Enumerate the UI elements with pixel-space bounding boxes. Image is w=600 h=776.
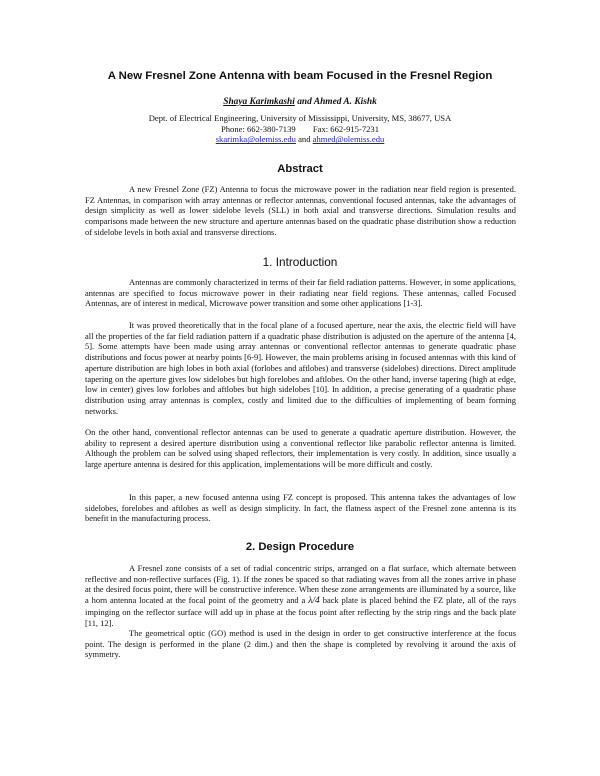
- design-paragraph-1: [85, 563, 516, 628]
- intro-paragraph-3: On the other hand, conventional reflector antennas can be used to generate a quadratic aperture distribution. However, the ability to represent a desired aperture distribution using a conventional reflector like parabolic reflector antenna is limited. Although the problem can be solved using shaped reflectors, their implementation is very costly. In addition, since usually a large aperture antenna is desired for this application, implementations will be more difficult and costly.: [85, 427, 516, 470]
- abstract-heading: Abstract: [277, 163, 323, 175]
- email-separator: and: [295, 134, 313, 145]
- affiliation-phone-fax: Phone: 662-380-7139 Fax: 662-915-7231: [220, 123, 380, 134]
- affiliation-emails: [40, 134, 560, 145]
- introduction-heading: 1. Introduction: [262, 255, 338, 269]
- intro-paragraph-4: In this paper, a new focused antenna using FZ concept is proposed. This antenna takes the advantages of low sidelobes, forelobes and aftlobes as well as design simplicity. In fact, the flatness aspect of the Fresnel zone antenna is its benefit in the manufacturing process.: [85, 492, 516, 524]
- intro-paragraph-2: It was proved theoretically that in the focal plane of a focused aperture, near the axis, the electric field will have all the properties of the far field radiation pattern if a quadratic phase distribution is adjusted on the aperture of the antenna [4, 5]. Some attempts have been made using array antennas or conventional reflector antennas to generate quadratic phase distributions and focus power at nearby points [6-9]. However, the main problems arising in focused antennas with this kind of aperture distribution are high lobes in both axial (forlobes and aftlobes) and transverse (sidelobes) directions. Direct amplitude tapering on the aperture gives low sidelobes but high forelobes and aftlobes. On the other hand, inverse tapering (high at edge, low in center) gives low forlobes and aftlobes but high sidelobes [10]. In addition, a precise generating of a quadratic phase distribution using array antennas is complex, costly and limited due to the difficulties of implementing of beam forming networks.: [85, 320, 516, 416]
- author-2: Ahmed A. Kishk: [313, 97, 377, 107]
- abstract-text: A new Fresnel Zone (FZ) Antenna to focus the microwave power in the radiation near field region is presented. FZ Antennas, in comparison with array antennas or reflector antennas, conventional focused antennas, take the advantages of design simplicity as well as lower sidelobe levels (SLL) in both axial and transverse directions. Simulation results and comparisons made between the new structure and aperture antennas based on the quadratic phase distribution show a reduction of sidelobe levels in both axial and transverse directions.: [85, 184, 516, 237]
- affiliation-block: [40, 113, 560, 145]
- author-1: Shaya Karimkashi: [223, 97, 295, 107]
- email-link-2[interactable]: ahmed@olemiss.edu: [312, 134, 385, 145]
- email-link-1[interactable]: skarimka@olemiss.edu: [215, 134, 296, 145]
- paper-title: A New Fresnel Zone Antenna with beam Focused in the Fresnel Region: [107, 70, 493, 82]
- design-p1-text-b: back plate is placed behind the FZ plate, all of the rays impinging on the reflector surface will add up in phase at the focus point after reflecting by the strip rings and the back plate [11, 12].: [85, 595, 517, 628]
- author-line: [40, 97, 560, 107]
- affiliation-dept: Dept. of Electrical Engineering, University of Mississippi, University, MS, 38677, USA: [148, 113, 452, 123]
- lambda-over-4-formula: λ/4: [308, 595, 320, 607]
- design-p1-text-a: A Fresnel zone consists of a set of radial concentric strips, arranged on a flat surface, which alternate between reflective and non-reflective surfaces (Fig. 1). If the zones be spaced so that radiating waves from all the zones arrive in phase at the desired focus point, there will be constructive inference. When these zone arrangements are illuminated by a source, like a horn antenna located at the focal point of the geometry and a: [85, 563, 516, 606]
- intro-paragraph-1: Antennas are commonly characterized in terms of their far field radiation patterns. However, in some applications, antennas are specified to focus microwave power in their radiating near field regions. These antennas, called Focused Antennas, are of interest in medical, Microwave power transition and some other applications [1-3].: [85, 277, 516, 309]
- design-heading: 2. Design Procedure: [245, 541, 355, 553]
- design-paragraph-2: The geometrical optic (GO) method is used in the design in order to get constructive interference at the focus point. The design is performed in the plane (2 dim.) and then the shape is completed by revolving it around the axis of symmetry.: [85, 628, 516, 660]
- author-separator: and: [294, 97, 314, 107]
